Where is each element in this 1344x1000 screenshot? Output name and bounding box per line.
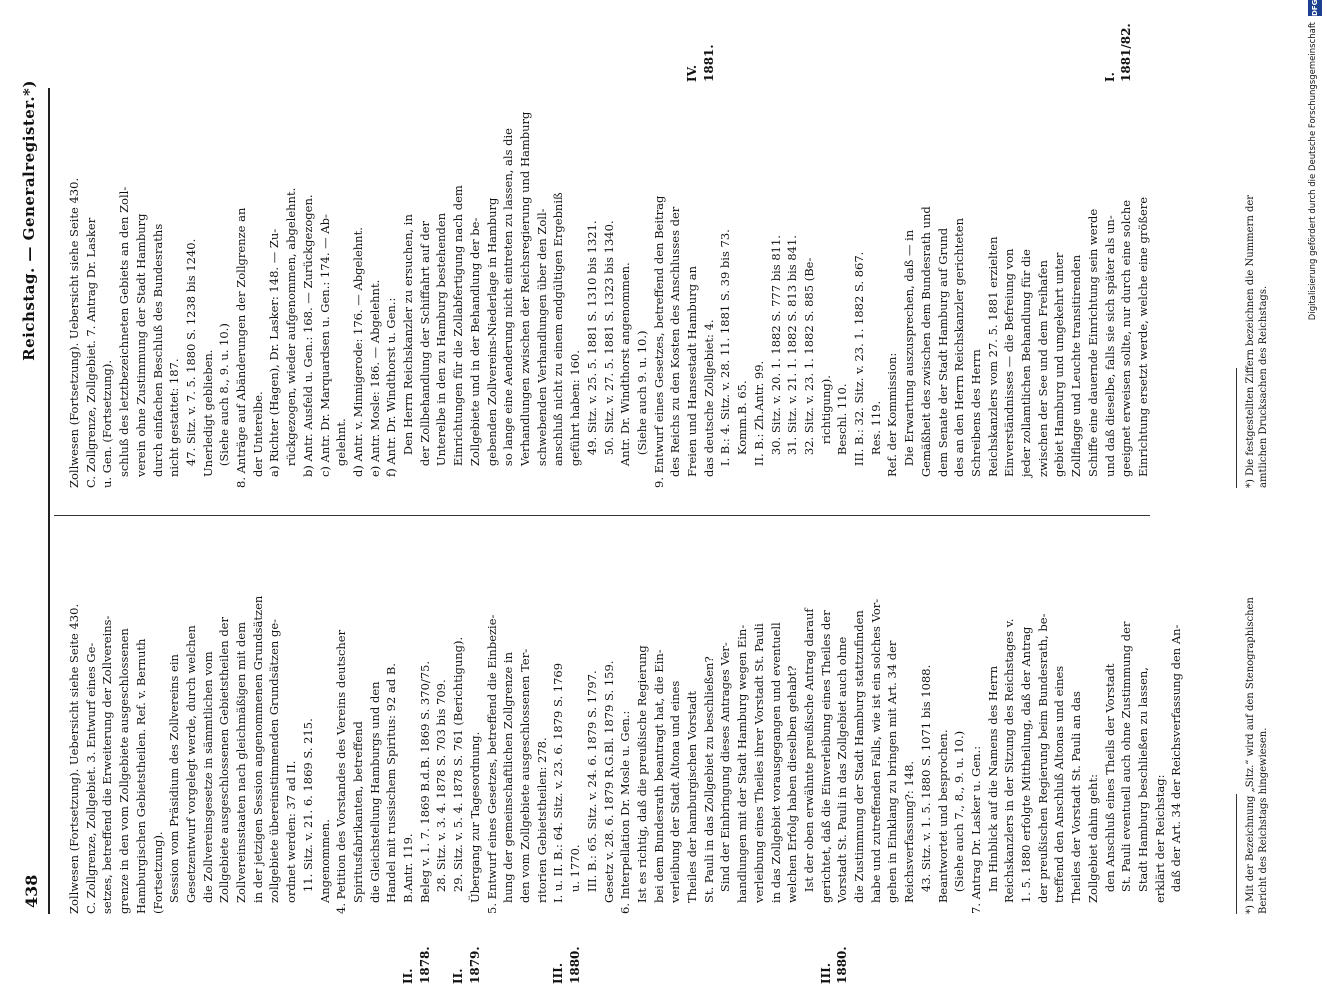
right-footnote-rule: [1236, 368, 1237, 488]
column-divider: [54, 515, 1150, 516]
dfg-logo-icon: DFG: [1308, 0, 1322, 16]
left-footnote: *) Mit der Bezeichnung „Sitz.“ wird auf den Stenographischen Bericht des Reichstags hingewiesen.: [1245, 597, 1269, 914]
left-column-text: Zollwesen (Fortsetzung). Uebersicht siehe Seite 430. C. Zollgrenze, Zollgebiet. 3. Entwurf eines Ge- setzes, betreffend die Erweiterung der Zollvereins- grenze in den vom Zollgebiete ausgeschlossenen Hamburgischen Gebietstheilen. Ref. v. Bernuth (Fortsetzung). Session vom Präsidium des Zollvereins ein Gesetzentwurf vorgelegt werde, durch welchen die Zollvereinsgesetze in sämmtlichen vom Zollgebiete ausgeschlossenen Gebietstheilen der Zollvereinsstaaten nach gleichmäßigen mit dem in der jetzigen Session angenommenen Grundsätzen zollgebiete übereinstimmenden Grundsätzen ge- ordnet werden: 37 ad II. 11. Sitz. v. 21. 6. 1869 S. 215. Angenommen. 4. Petition des Vorstandes des Vereins deutscher Spiritusfabrikanten, betreffend die Gleichstellung Hamburgs und den Handel mit russischem Spiritus: 92 ad B. B.Antr. 119. Beleg v. 1. 7. 1869 B.d.B. 1869 S. 370/75. 28. Sitz. v. 3. 4. 1878 S. 703 bis 709. 29. Sitz. v. 5. 4. 1878 S. 761 (Berichtigung). Übergang zur Tagesordnung. 5. Entwurf eines Gesetzes, betreffend die Einbezie- hung der gemeinschaftlichen Zollgrenze in den vom Zollgebiete ausgeschlossenen Ter- ritorien Gebietstheilen: 278. I. u. II. B.: 64. Sitz. v. 23. 6. 1879 S. 1769 u. 1770. III. B.: 65. Sitz. v. 24. 6. 1879 S. 1797. Gesetz v. 28. 6. 1879 R.G.Bl. 1879 S. 159. 6. Interpellation Dr. Mosle u. Gen.: Ist es richtig, daß die preußische Regierung bei dem Bundesrath beantragt hat, die Ein- verleibung der Stadt Altona und eines Theiles der hamburgischen Vorstadt St. Pauli in das Zollgebiet zu beschließen? Sind der Einbringung dieses Antrages Ver- handlungen mit der Stadt Hamburg wegen Ein- verleibung eines Theiles ihrer Vorstadt St. Pauli in das Zollgebiet vorausgegangen und eventuell welchen Erfolg haben dieselben gehabt? Ist der oben erwähnte preußische Antrag darauf gerichtet, daß die Einverleibung eines Theiles der Vorstadt St. Pauli in das Zollgebiet auch ohne die Zustimmung der Stadt Hamburg stattzufinden habe und zutreffenden Falls, wie ist ein solches Vor- gehen in Einklang zu bringen mit Art. 34 der Reichsverfassung?: 148. 43. Sitz. v. 1. 5. 1880 S. 1071 bis 1088. Beantwortet und besprochen. (Siehe auch 7., 8., 9. u. 10.) 7. Antrag Dr. Lasker u. Gen.: Im Hinblick auf die Namens des Herrn Reichskanzlers in der Sitzung des Reichstages v. 1. 5. 1880 erfolgte Mittheilung, daß der Antrag der preußischen Regierung beim Bundesrath, be- treffend den Anschluß Altonas und eines Theiles der Vorstadt St. Pauli an das Zollgebiet dahin geht: den Anschluß eines Theils der Vorstadt St. Pauli eventuell auch ohne Zustimmung der Stadt Hamburg beschließen zu lassen, erklärt der Reichstag: daß der Art. 34 der Reichsverfassung den An-: [67, 595, 1184, 914]
page-number: 438: [22, 874, 41, 908]
right-footnote: *) Die festgestellten Ziffern bezeichnen die Nummern der amtlichen Drucksachen des Reichstags.: [1245, 194, 1269, 488]
left-footnote-rule: [1236, 794, 1237, 914]
right-margin-notes: IV. 1881. I. 1881/82.: [685, 23, 1134, 82]
left-margin-notes: II. 1878. II. 1879. III. 1880. III. 1880.: [401, 946, 850, 984]
running-head: Reichstag. — Generalregister.*): [20, 80, 38, 361]
header-rule: [48, 88, 50, 914]
right-column-text: Zollwesen (Fortsetzung). Uebersicht siehe Seite 430. C. Zollgrenze, Zollgebiet. 7. Antrag Dr. Lasker u. Gen. (Fortsetzung). schluß des letztbezeichneten Gebiets an den Zoll- verein ohne Zustimmung der Stadt Hamburg durch einfachen Beschluß des Bundesraths nicht gestattet: 187. 47. Sitz. v. 7. 5. 1880 S. 1238 bis 1240. Unerledigt geblieben. (Siehe auch 8., 9. u. 10.) 8. Anträge auf Abänderungen der Zollgrenze an der Unterelbe. a) Richter (Hagen), Dr. Lasker: 148. — Zu- rückgezogen, wieder aufgenommen, abgelehnt. b) Antr. Ausfeld u. Gen.: 168. — Zurückgezogen. c) Antr. Dr. Marquardsen u. Gen.: 174. — Ab- gelehnt. d) Antr. v. Minnigerode: 176. — Abgelehnt. e) Antr. Mosle: 186. — Abgelehnt. f) Antr. Dr. Windthorst u. Gen.: Den Herrn Reichskanzler zu ersuchen, in der Zollbehandlung der Schiffahrt auf der Unterelbe in den zu Hamburg bestehenden Einrichtungen für die Zollabfertigung nach dem Zollgebiete und in der Behandlung der be- gebenden Zollvereins-Niederlage in Hamburg so lange eine Aenderung nicht eintreten zu lassen, als die Verhandlungen zwischen der Reichsregierung und Hamburg schwebenden Verhandlungen über den Zoll- anschluß nicht zu einem endgültigen Ergebniß geführt haben: 160. 49. Sitz. v. 25. 5. 1881 S. 1310 bis 1321. 50. Sitz. v. 27. 5. 1881 S. 1323 bis 1340. Antr. Dr. Windthorst angenommen. (Siehe auch 9. u. 10.) 9. Entwurf eines Gesetzes, betreffend den Beitrag des Reichs zu den Kosten des Anschlusses der Freien und Hansestadt Hamburg an das deutsche Zollgebiet: 4. I. B.: 4. Sitz. v. 28. 11. 1881 S. 39 bis 73. Komm.B. 65. II. B.: Zh.Antr. 99. 30. Sitz. v. 20. 1. 1882 S. 777 bis 811. 31. Sitz. v. 21. 1. 1882 S. 813 bis 841. 32. Sitz. v. 23. 1. 1882 S. 885 (Be- richtigung). Beschl. 110. III. B.: 32. Sitz. v. 23. 1. 1882 S. 867. Res. 119. Ref. der Kommission: Die Erwartung auszusprechen, daß — in Gemäßheit des zwischen dem Bundesrath und dem Senate der Stadt Hamburg auf Grund des an den Herrn Reichskanzler gerichteten Schreibens des Herrn Reichskanzlers vom 27. 5. 1881 erzielten Einverständnisses — die Befreiung von jeder zollamtlichen Behandlung für die zwischen der See und dem Freihafen gebiet Hamburg und umgekehrt unter Zollflagge und Leuchte transitirenden Schiffe eine dauernde Einrichtung sein werde und daß dieselbe, falls sie sich später als un- geeignet erweisen sollte, nur durch eine solche Einrichtung ersetzt werde, welche eine größere: [67, 111, 1150, 488]
digitization-notice: Digitalisierung gefördert durch die Deutsche Forschungsgemeinschaft: [1308, 22, 1318, 321]
digitization-credit: [1308, 0, 1344, 321]
